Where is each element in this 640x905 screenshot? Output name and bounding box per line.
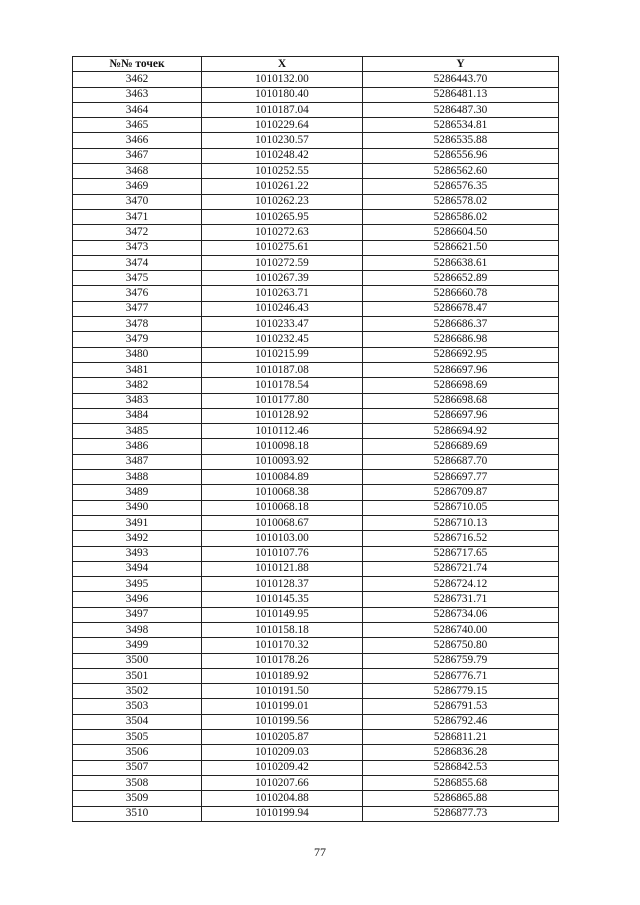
cell-x: 1010215.99	[202, 347, 363, 362]
table-row	[73, 638, 559, 653]
cell-point-number: 3485	[73, 424, 202, 439]
table-row	[73, 87, 559, 102]
cell-x: 1010265.95	[202, 209, 363, 224]
cell-x: 1010145.35	[202, 592, 363, 607]
cell-y: 5286855.68	[363, 775, 559, 790]
cell-y: 5286586.02	[363, 209, 559, 224]
table-row	[73, 332, 559, 347]
cell-y: 5286697.96	[363, 408, 559, 423]
cell-point-number: 3477	[73, 301, 202, 316]
cell-y: 5286692.95	[363, 347, 559, 362]
cell-y: 5286604.50	[363, 225, 559, 240]
cell-x: 1010098.18	[202, 439, 363, 454]
cell-point-number: 3499	[73, 638, 202, 653]
table-row	[73, 378, 559, 393]
table-row	[73, 531, 559, 546]
cell-y: 5286535.88	[363, 133, 559, 148]
cell-x: 1010199.56	[202, 714, 363, 729]
cell-x: 1010132.00	[202, 72, 363, 87]
cell-y: 5286842.53	[363, 760, 559, 775]
cell-x: 1010189.92	[202, 668, 363, 683]
cell-y: 5286686.98	[363, 332, 559, 347]
cell-x: 1010262.23	[202, 194, 363, 209]
cell-y: 5286487.30	[363, 102, 559, 117]
cell-point-number: 3475	[73, 271, 202, 286]
cell-y: 5286652.89	[363, 271, 559, 286]
table-row	[73, 745, 559, 760]
cell-point-number: 3478	[73, 317, 202, 332]
cell-y: 5286792.46	[363, 714, 559, 729]
table-row	[73, 164, 559, 179]
cell-point-number: 3494	[73, 561, 202, 576]
cell-y: 5286698.68	[363, 393, 559, 408]
table-row	[73, 301, 559, 316]
table-row	[73, 179, 559, 194]
table-row	[73, 806, 559, 821]
table-row	[73, 194, 559, 209]
cell-y: 5286556.96	[363, 148, 559, 163]
cell-y: 5286562.60	[363, 164, 559, 179]
column-header-x: X	[202, 57, 363, 72]
cell-x: 1010187.08	[202, 362, 363, 377]
table-row	[73, 515, 559, 530]
cell-y: 5286576.35	[363, 179, 559, 194]
cell-point-number: 3481	[73, 362, 202, 377]
table-row	[73, 225, 559, 240]
cell-x: 1010128.92	[202, 408, 363, 423]
cell-point-number: 3472	[73, 225, 202, 240]
table-row	[73, 653, 559, 668]
cell-y: 5286734.06	[363, 607, 559, 622]
cell-y: 5286638.61	[363, 255, 559, 270]
cell-x: 1010158.18	[202, 622, 363, 637]
table-row	[73, 546, 559, 561]
cell-x: 1010178.26	[202, 653, 363, 668]
cell-point-number: 3509	[73, 791, 202, 806]
cell-point-number: 3508	[73, 775, 202, 790]
cell-x: 1010233.47	[202, 317, 363, 332]
table-header-row	[73, 57, 559, 72]
cell-point-number: 3474	[73, 255, 202, 270]
table-row	[73, 714, 559, 729]
cell-x: 1010084.89	[202, 470, 363, 485]
cell-x: 1010121.88	[202, 561, 363, 576]
cell-x: 1010229.64	[202, 118, 363, 133]
cell-point-number: 3503	[73, 699, 202, 714]
cell-y: 5286721.74	[363, 561, 559, 576]
table-row	[73, 760, 559, 775]
cell-x: 1010107.76	[202, 546, 363, 561]
cell-y: 5286779.15	[363, 684, 559, 699]
table-row	[73, 699, 559, 714]
cell-x: 1010199.94	[202, 806, 363, 821]
cell-x: 1010177.80	[202, 393, 363, 408]
cell-point-number: 3469	[73, 179, 202, 194]
cell-x: 1010187.04	[202, 102, 363, 117]
column-header-point-number: №№ точек	[73, 57, 202, 72]
cell-point-number: 3501	[73, 668, 202, 683]
cell-y: 5286686.37	[363, 317, 559, 332]
column-header-y: Y	[363, 57, 559, 72]
cell-x: 1010103.00	[202, 531, 363, 546]
cell-point-number: 3484	[73, 408, 202, 423]
cell-x: 1010068.18	[202, 500, 363, 515]
cell-y: 5286865.88	[363, 791, 559, 806]
cell-point-number: 3463	[73, 87, 202, 102]
cell-point-number: 3495	[73, 577, 202, 592]
table-row	[73, 102, 559, 117]
cell-x: 1010128.37	[202, 577, 363, 592]
cell-x: 1010248.42	[202, 148, 363, 163]
cell-x: 1010204.88	[202, 791, 363, 806]
cell-y: 5286811.21	[363, 730, 559, 745]
table-row	[73, 286, 559, 301]
table-row	[73, 362, 559, 377]
cell-point-number: 3492	[73, 531, 202, 546]
table-row	[73, 408, 559, 423]
cell-point-number: 3496	[73, 592, 202, 607]
table-row	[73, 668, 559, 683]
cell-x: 1010252.55	[202, 164, 363, 179]
cell-point-number: 3489	[73, 485, 202, 500]
cell-point-number: 3506	[73, 745, 202, 760]
table-row	[73, 485, 559, 500]
table-row	[73, 317, 559, 332]
table-row	[73, 133, 559, 148]
cell-x: 1010068.38	[202, 485, 363, 500]
cell-y: 5286717.65	[363, 546, 559, 561]
cell-y: 5286678.47	[363, 301, 559, 316]
cell-x: 1010272.63	[202, 225, 363, 240]
cell-y: 5286710.13	[363, 515, 559, 530]
cell-point-number: 3488	[73, 470, 202, 485]
cell-y: 5286716.52	[363, 531, 559, 546]
cell-point-number: 3500	[73, 653, 202, 668]
cell-point-number: 3493	[73, 546, 202, 561]
cell-point-number: 3470	[73, 194, 202, 209]
table-row	[73, 393, 559, 408]
table-row	[73, 240, 559, 255]
cell-x: 1010261.22	[202, 179, 363, 194]
table-row	[73, 470, 559, 485]
cell-y: 5286724.12	[363, 577, 559, 592]
cell-point-number: 3502	[73, 684, 202, 699]
cell-point-number: 3465	[73, 118, 202, 133]
cell-y: 5286660.78	[363, 286, 559, 301]
cell-point-number: 3468	[73, 164, 202, 179]
cell-x: 1010230.57	[202, 133, 363, 148]
table-row	[73, 791, 559, 806]
cell-y: 5286578.02	[363, 194, 559, 209]
cell-y: 5286710.05	[363, 500, 559, 515]
cell-point-number: 3505	[73, 730, 202, 745]
cell-y: 5286534.81	[363, 118, 559, 133]
cell-point-number: 3462	[73, 72, 202, 87]
table-row	[73, 607, 559, 622]
cell-x: 1010068.67	[202, 515, 363, 530]
cell-point-number: 3491	[73, 515, 202, 530]
table-row	[73, 255, 559, 270]
cell-y: 5286697.96	[363, 362, 559, 377]
page-number: 77	[314, 845, 326, 859]
cell-x: 1010232.45	[202, 332, 363, 347]
cell-x: 1010246.43	[202, 301, 363, 316]
cell-y: 5286443.70	[363, 72, 559, 87]
table-row	[73, 500, 559, 515]
table-row	[73, 72, 559, 87]
cell-x: 1010191.50	[202, 684, 363, 699]
cell-point-number: 3482	[73, 378, 202, 393]
table-row	[73, 347, 559, 362]
table-row	[73, 118, 559, 133]
table-row	[73, 424, 559, 439]
cell-x: 1010207.66	[202, 775, 363, 790]
cell-y: 5286481.13	[363, 87, 559, 102]
cell-x: 1010275.61	[202, 240, 363, 255]
cell-point-number: 3504	[73, 714, 202, 729]
coordinates-table	[72, 56, 559, 822]
table-row	[73, 148, 559, 163]
cell-x: 1010112.46	[202, 424, 363, 439]
cell-y: 5286877.73	[363, 806, 559, 821]
cell-point-number: 3480	[73, 347, 202, 362]
cell-y: 5286776.71	[363, 668, 559, 683]
table-row	[73, 439, 559, 454]
table-row	[73, 775, 559, 790]
table-row	[73, 684, 559, 699]
cell-point-number: 3486	[73, 439, 202, 454]
table-row	[73, 209, 559, 224]
cell-y: 5286687.70	[363, 454, 559, 469]
cell-point-number: 3487	[73, 454, 202, 469]
cell-x: 1010093.92	[202, 454, 363, 469]
table-row	[73, 271, 559, 286]
cell-y: 5286731.71	[363, 592, 559, 607]
table-row	[73, 622, 559, 637]
table-row	[73, 592, 559, 607]
cell-x: 1010209.42	[202, 760, 363, 775]
cell-x: 1010199.01	[202, 699, 363, 714]
cell-x: 1010180.40	[202, 87, 363, 102]
cell-point-number: 3497	[73, 607, 202, 622]
cell-point-number: 3464	[73, 102, 202, 117]
cell-point-number: 3473	[73, 240, 202, 255]
table-row	[73, 730, 559, 745]
cell-point-number: 3471	[73, 209, 202, 224]
cell-y: 5286750.80	[363, 638, 559, 653]
cell-point-number: 3479	[73, 332, 202, 347]
table-row	[73, 577, 559, 592]
cell-y: 5286791.53	[363, 699, 559, 714]
cell-y: 5286740.00	[363, 622, 559, 637]
cell-point-number: 3467	[73, 148, 202, 163]
cell-point-number: 3483	[73, 393, 202, 408]
cell-point-number: 3507	[73, 760, 202, 775]
cell-point-number: 3476	[73, 286, 202, 301]
cell-x: 1010205.87	[202, 730, 363, 745]
cell-point-number: 3510	[73, 806, 202, 821]
cell-y: 5286697.77	[363, 470, 559, 485]
cell-x: 1010263.71	[202, 286, 363, 301]
cell-y: 5286621.50	[363, 240, 559, 255]
cell-y: 5286759.79	[363, 653, 559, 668]
cell-x: 1010149.95	[202, 607, 363, 622]
cell-y: 5286694.92	[363, 424, 559, 439]
cell-y: 5286698.69	[363, 378, 559, 393]
table-row	[73, 561, 559, 576]
table-body	[73, 72, 559, 822]
cell-point-number: 3466	[73, 133, 202, 148]
cell-x: 1010209.03	[202, 745, 363, 760]
cell-x: 1010267.39	[202, 271, 363, 286]
cell-x: 1010272.59	[202, 255, 363, 270]
cell-point-number: 3490	[73, 500, 202, 515]
cell-y: 5286836.28	[363, 745, 559, 760]
cell-y: 5286689.69	[363, 439, 559, 454]
cell-point-number: 3498	[73, 622, 202, 637]
cell-y: 5286709.87	[363, 485, 559, 500]
table-row	[73, 454, 559, 469]
cell-x: 1010170.32	[202, 638, 363, 653]
cell-x: 1010178.54	[202, 378, 363, 393]
